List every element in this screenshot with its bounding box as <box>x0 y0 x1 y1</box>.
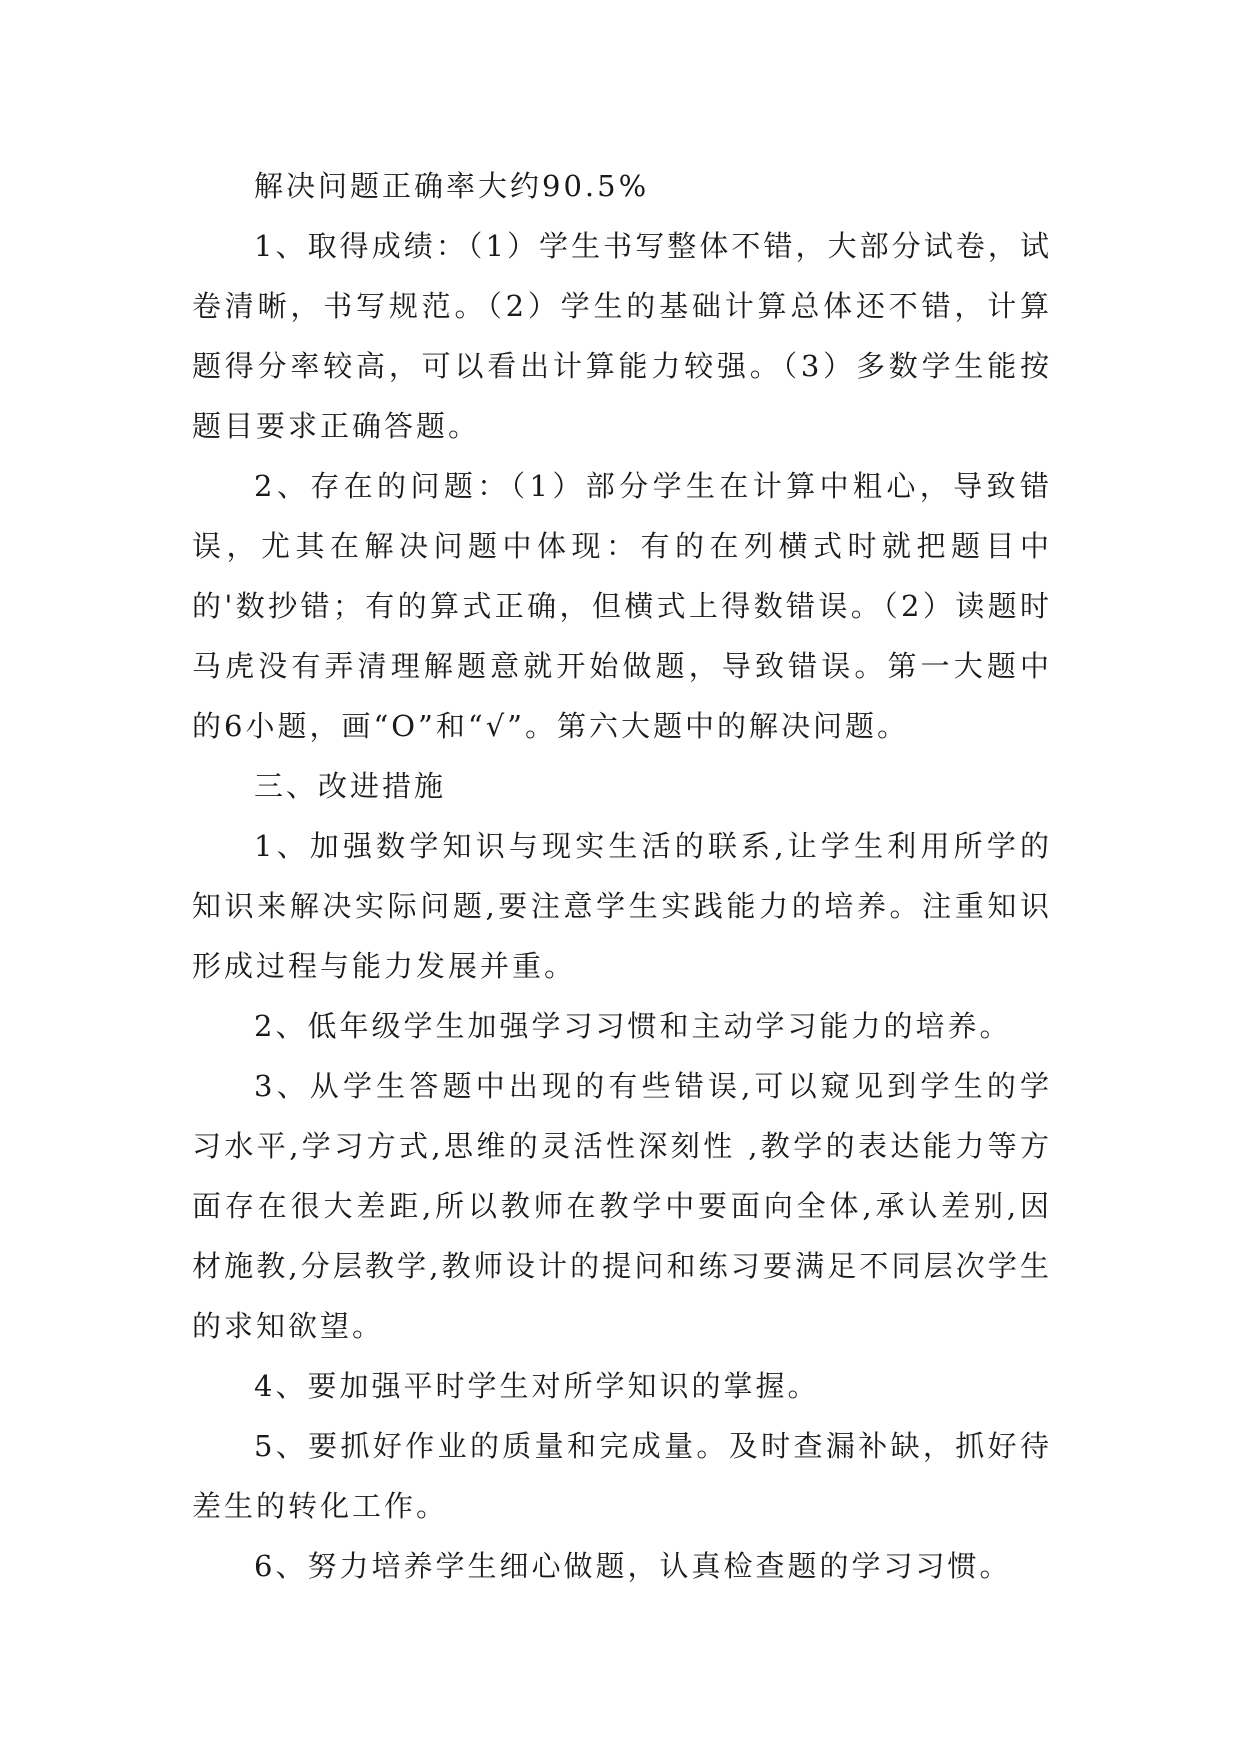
section-heading-improvements: 三、改进措施 <box>254 769 447 803</box>
paragraph-measure-4: 4、要加强平时学生对所学知识的掌握。 <box>254 1369 820 1403</box>
paragraph-accuracy-rate: 解决问题正确率大约90.5% <box>254 169 650 203</box>
paragraph-measure-1: 1、加强数学知识与现实生活的联系,让学生利用所学的知识来解决实际问题,要注意学生实践能力的培养。注重知识形成过程与能力发展并重。 <box>192 829 1052 983</box>
paragraph-measure-5: 5、要抓好作业的质量和完成量。及时查漏补缺，抓好待差生的转化工作。 <box>192 1429 1052 1523</box>
paragraph-measure-2: 2、低年级学生加强学习习惯和主动学习能力的培养。 <box>254 1009 1012 1043</box>
paragraph-measure-6: 6、努力培养学生细心做题，认真检查题的学习习惯。 <box>254 1549 1012 1583</box>
paragraph-measure-3: 3、从学生答题中出现的有些错误,可以窥见到学生的学习水平,学习方式,思维的灵活性深刻性 ,教学的表达能力等方面存在很大差距,所以教师在教学中要面向全体,承认差别,因材施教,分层教学,教师设计的提问和练习要满足不同层次学生的求知欲望。 <box>192 1069 1052 1343</box>
document-body <box>192 156 1052 1596</box>
paragraph-achievements: 1、取得成绩：（1）学生书写整体不错，大部分试卷，试卷清晰，书写规范。（2）学生的基础计算总体还不错，计算题得分率较高，可以看出计算能力较强。（3）多数学生能按题目要求正确答题。 <box>192 229 1052 443</box>
paragraph-problems: 2、存在的问题：（1）部分学生在计算中粗心，导致错误，尤其在解决问题中体现：有的在列横式时就把题目中的'数抄错；有的算式正确，但横式上得数错误。（2）读题时马虎没有弄清理解题意就开始做题，导致错误。第一大题中的6小题，画“O”和“√”。第六大题中的解决问题。 <box>192 469 1052 743</box>
